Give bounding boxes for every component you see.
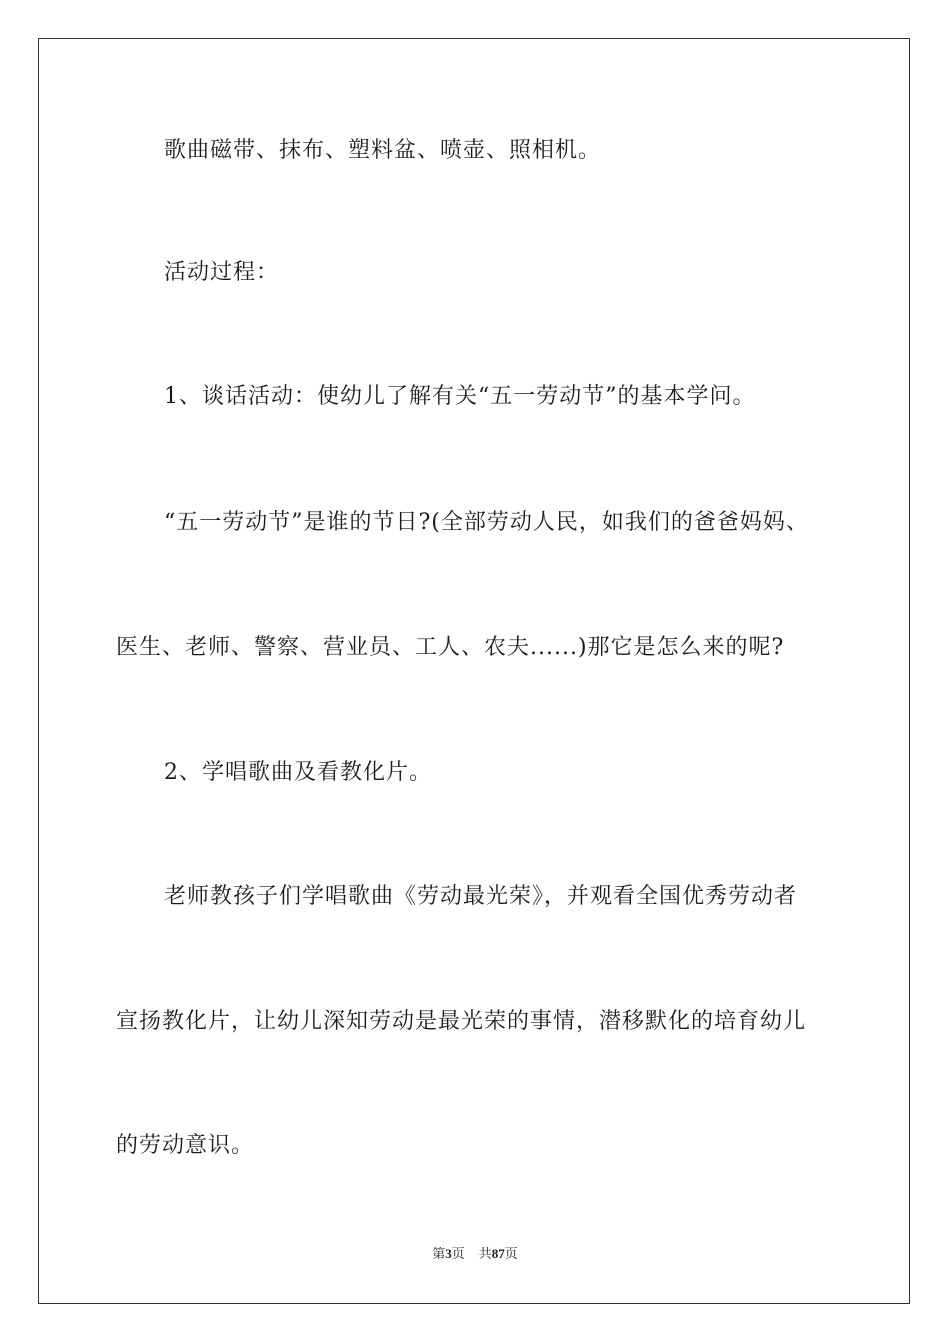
text-line: 2、学唱歌曲及看教化片。	[164, 760, 432, 785]
page-footer	[0, 1245, 950, 1263]
page-prefix: 第	[432, 1246, 446, 1261]
page-border	[38, 38, 910, 1304]
text-line: 医生、老师、警察、营业员、工人、农夫......)那它是怎么来的呢?	[116, 635, 785, 660]
total-pages: 87	[491, 1246, 505, 1261]
total-suffix: 页	[504, 1246, 518, 1261]
text-line: 活动过程：	[164, 260, 280, 285]
text-line: 1、谈话活动：使幼儿了解有关“五一劳动节”的基本学问。	[164, 384, 756, 409]
text-line: 老师教孩子们学唱歌曲《劳动最光荣》，并观看全国优秀劳动者	[164, 884, 798, 909]
total-prefix: 共	[478, 1246, 492, 1261]
text-line: 的劳动意识。	[116, 1133, 255, 1158]
text-line: “五一劳动节”是谁的节日?(全部劳动人民，如我们的爸爸妈妈、	[164, 510, 809, 535]
page-number: 3	[445, 1246, 452, 1261]
text-line: 宣扬教化片，让幼儿深知劳动是最光荣的事情，潜移默化的培育幼儿	[116, 1009, 807, 1034]
page-suffix: 页	[451, 1246, 465, 1261]
text-line: 歌曲磁带、抹布、塑料盆、喷壶、照相机。	[164, 138, 602, 163]
